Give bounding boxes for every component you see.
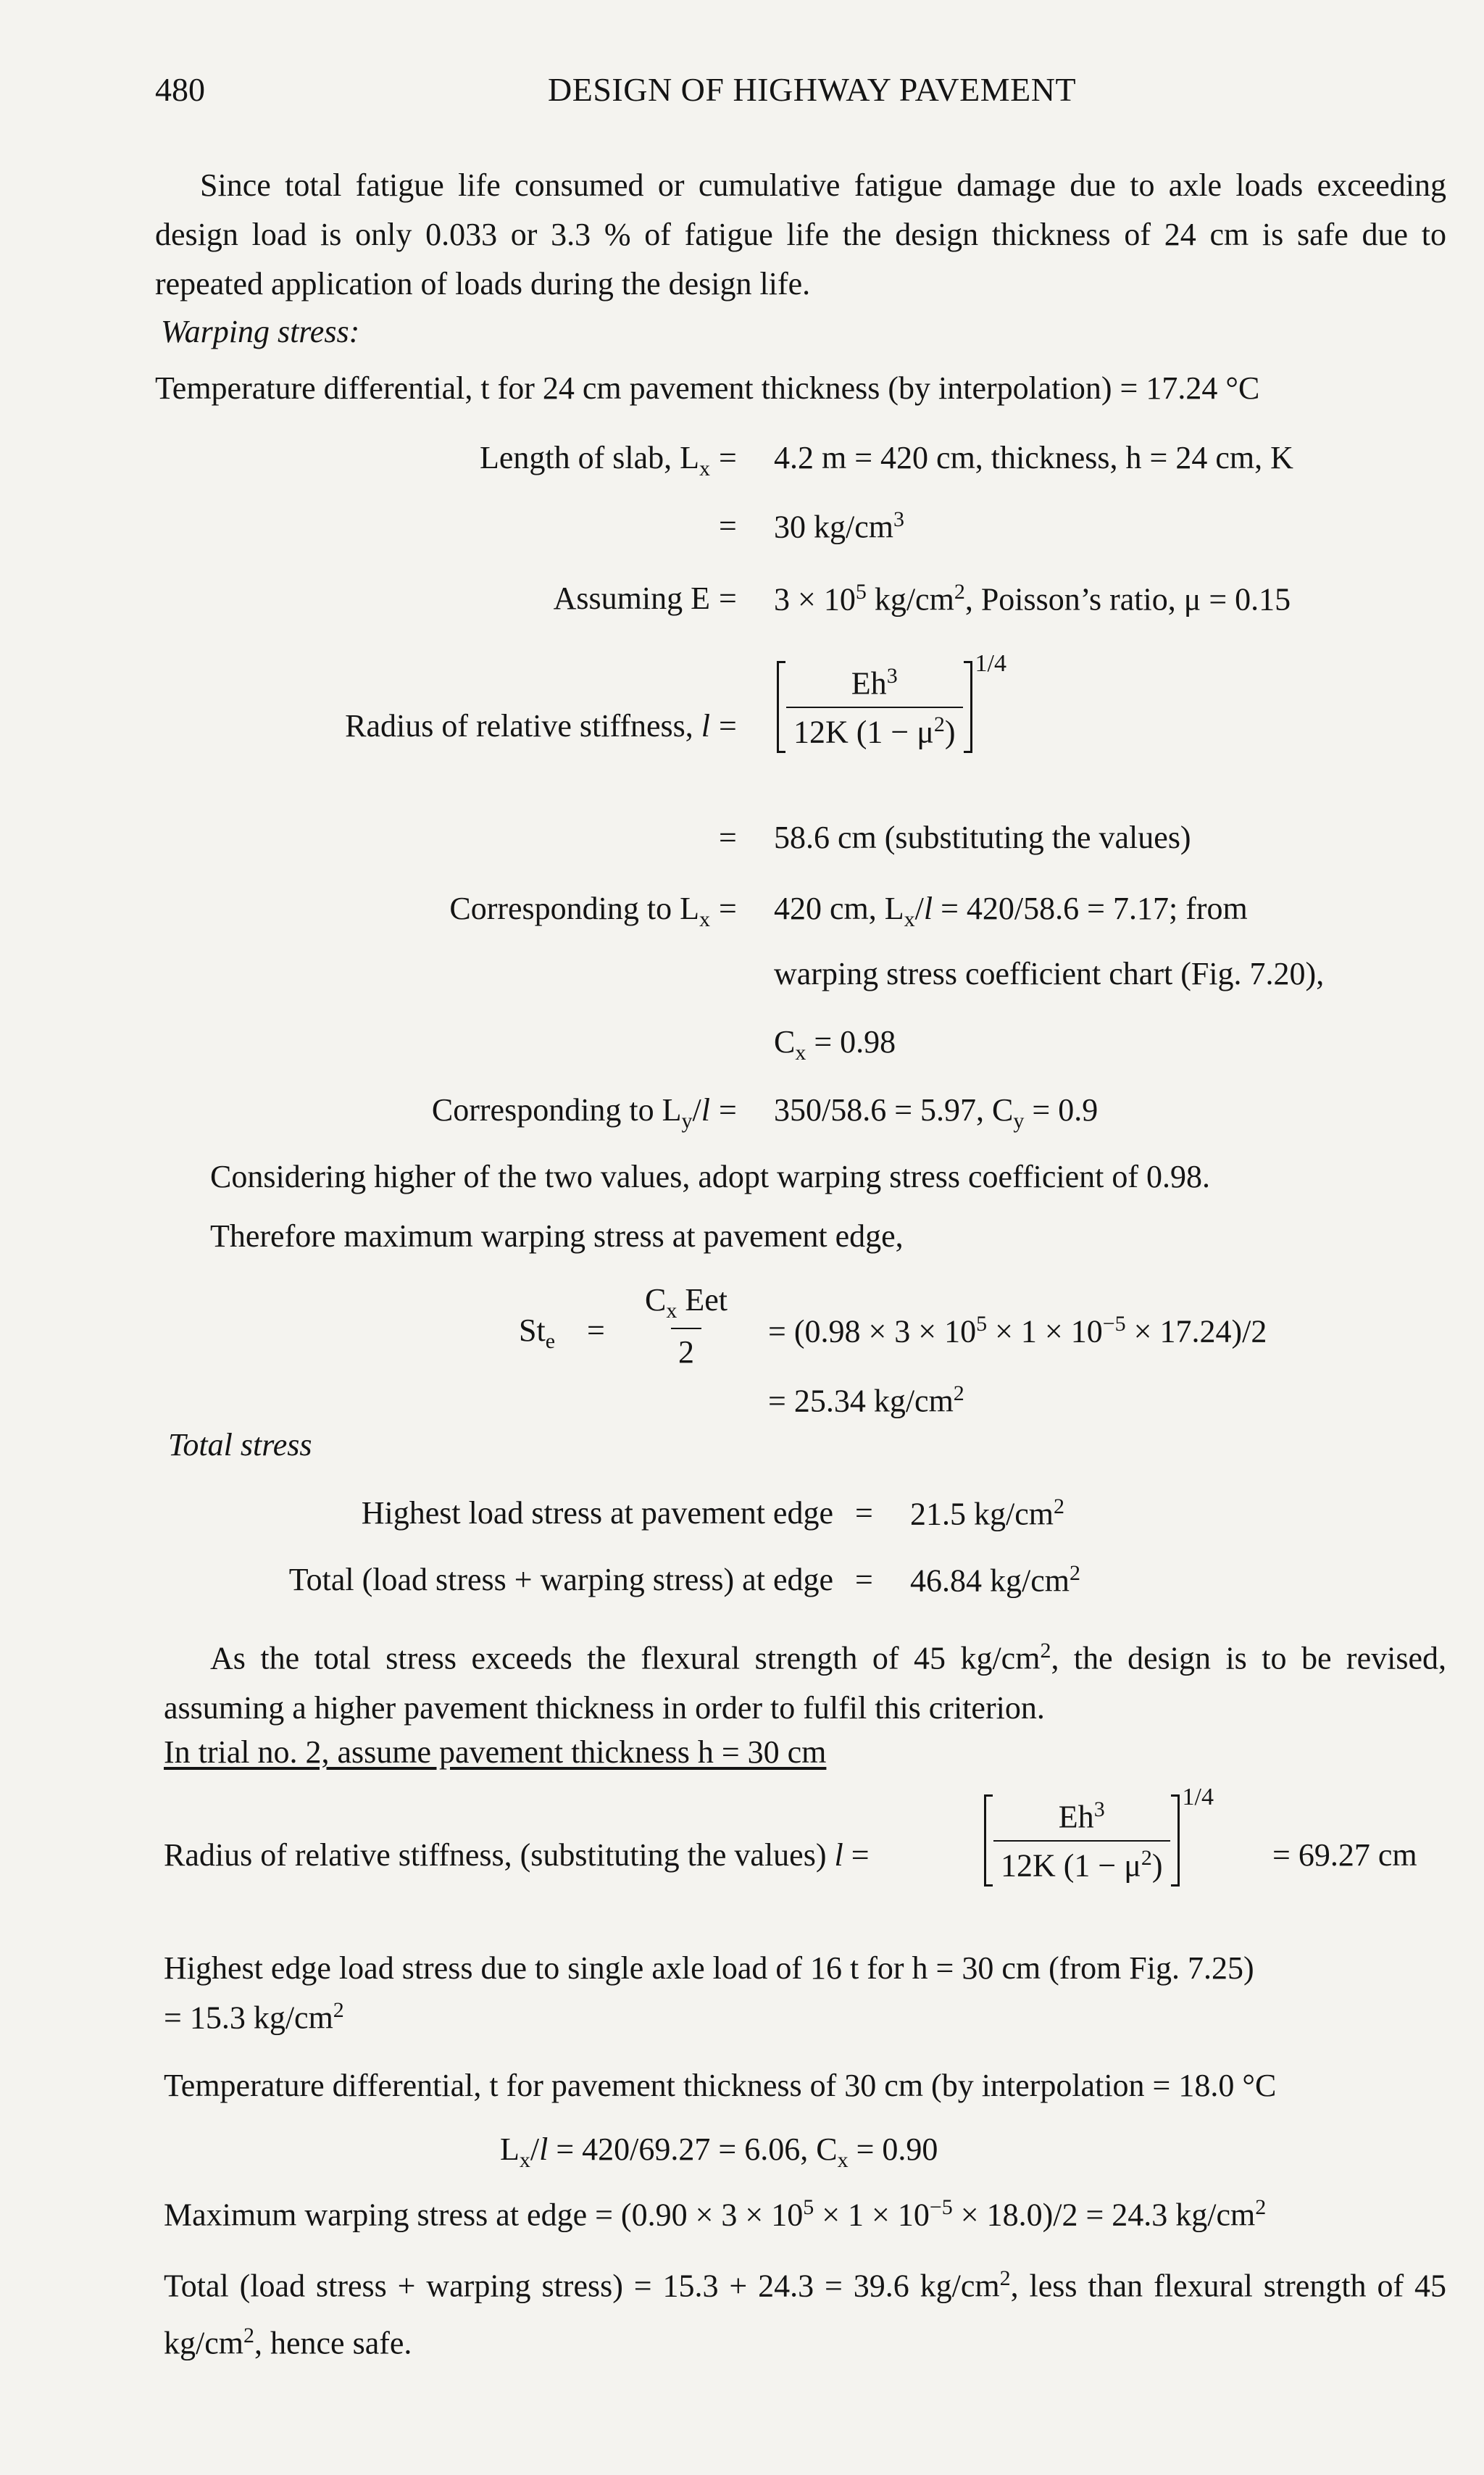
radius-formula: $\frac{Eh^3}{12K (1 - \mu^2)}$ $^{1/4}$ — [777, 661, 1006, 753]
equals-sign: = — [587, 1313, 605, 1348]
trial-2-radius-label: Radius of relative stiffness, (substituting the values) l = — [164, 1837, 870, 1873]
trial-2-heading: In trial no. 2, assume pavement thickness h = 30 cm — [164, 1734, 827, 1770]
trial-2-radius-formula: $\frac{Eh^3}{12K (1 - \mu^2)}$ $^{1/4}$ — [984, 1794, 1214, 1887]
revise-paragraph: As the total stress exceeds the flexural strength of 45 $kg/cm^2$, the design is to be revised, assuming a higher pavement thickness in order to fulfil this criterion. — [164, 1639, 1446, 1726]
page-number: 480 — [155, 71, 205, 108]
temperature-line-24cm: Temperature differential, t for 24 cm pavement thickness (by interpolation) = 17.24 °C — [155, 370, 1260, 406]
equals-sign: = — [719, 820, 737, 855]
radius-label: Radius of relative stiffness, l — [345, 708, 710, 744]
ste-label: $St_e$ — [519, 1313, 556, 1353]
bracket: $\frac{Eh^3}{12K (1 - \mu^2)}$ — [777, 661, 972, 753]
trial-2-radius-result: = 69.27 cm — [1272, 1837, 1417, 1873]
trial-2-edge-stress-value: = 15.3 $kg/cm^2$ — [164, 1998, 344, 2036]
e-value: $3 \times 10^5$ $kg/cm^2$, Poisson’s ratio, μ = 0.15 — [774, 580, 1291, 617]
corresponding-lx-value: 420 cm, $L_x/l = 420/58.6 = 7.17$; from — [774, 891, 1248, 931]
corresponding-lx-label: Corresponding to $L_x$ — [449, 891, 710, 931]
ste-fraction: $\frac{C_x Eet}{2}$ — [645, 1282, 728, 1370]
assuming-e-label: Assuming E — [553, 581, 710, 616]
equals-sign: = — [855, 1562, 873, 1597]
bracket: $\frac{Eh^3}{12K (1 - \mu^2)}$ — [984, 1794, 1180, 1887]
considering-line: Considering higher of the two values, adopt warping stress coefficient of 0.98. — [210, 1159, 1210, 1194]
load-stress-value: 21.5 $kg/cm^2$ — [910, 1494, 1064, 1532]
equals-sign: = — [719, 440, 737, 475]
corresponding-ly-label: Corresponding to $L_y/l$ — [431, 1092, 710, 1133]
warping-stress-heading: Warping stress: — [161, 314, 360, 349]
equals-sign: = — [855, 1495, 873, 1531]
equals-sign: = — [719, 1092, 737, 1128]
therefore-line: Therefore maximum warping stress at pavement edge, — [210, 1218, 904, 1254]
total-stress-label: Total (load stress + warping stress) at edge — [288, 1562, 833, 1597]
equals-sign: = — [719, 891, 737, 926]
equals-sign: = — [719, 581, 737, 616]
ste-calculation: = $(0.98 \times 3 \times 10^5 \times 1 \times 10^{-5} \times 17.24)/2$ — [768, 1312, 1267, 1349]
intro-paragraph: Since total fatigue life consumed or cumulative fatigue damage due to axle loads exceeding design load is only 0.033 or 3.3 % of fatigue life the design thickness of 24 cm is safe due to repeated application of loads during the design life. — [155, 167, 1446, 301]
total-stress-heading: Total stress — [168, 1427, 312, 1463]
running-title: DESIGN OF HIGHWAY PAVEMENT — [548, 71, 1077, 108]
ste-result: = 25.34 $kg/cm^2$ — [768, 1381, 964, 1419]
trial-2-edge-stress: Highest edge load stress due to single axle load of 16 t for h = 30 cm (from Fig. 7.25) — [164, 1950, 1254, 1986]
load-stress-label: Highest load stress at pavement edge — [361, 1495, 833, 1531]
equals-sign: = — [719, 508, 737, 544]
trial-2-ratio-line: $L_x/l = 420/69.27 = 6.06$, $C_x = 0.90$ — [500, 2131, 938, 2172]
equals-sign: = — [719, 708, 737, 744]
cx-value: $C_x = 0.98$ — [774, 1024, 896, 1065]
trial-2-temperature-line: Temperature differential, t for pavement thickness of 30 cm (by interpolation = 18.0 °C — [164, 2068, 1277, 2103]
trial-2-warping-stress: Maximum warping stress at edge = $(0.90 \times 3 \times 10^5 \times 1 \times 10^{-5} \times 18.0)/2 = 24.3$ $kg/cm^2$ — [164, 2195, 1267, 2233]
total-stress-value: 46.84 $kg/cm^2$ — [910, 1561, 1080, 1599]
length-label: Length of slab, $L_x$ — [479, 440, 710, 481]
corresponding-ly-value: 350/58.6 = 5.97, $C_y = 0.9$ — [774, 1092, 1099, 1133]
length-value: 4.2 m = 420 cm, thickness, h = 24 cm, K — [774, 440, 1293, 475]
k-value: 30 $kg/cm^3$ — [774, 507, 904, 545]
chart-reference: warping stress coefficient chart (Fig. 7.20), — [774, 956, 1325, 991]
radius-result: 58.6 cm (substituting the values) — [774, 820, 1191, 855]
trial-2-total-stress: Total (load stress + warping stress) = 15.3 + 24.3 = 39.6 $kg/cm^2$, less than flexural strength of 45 $kg/cm^2$, hence safe. — [164, 2266, 1446, 2361]
